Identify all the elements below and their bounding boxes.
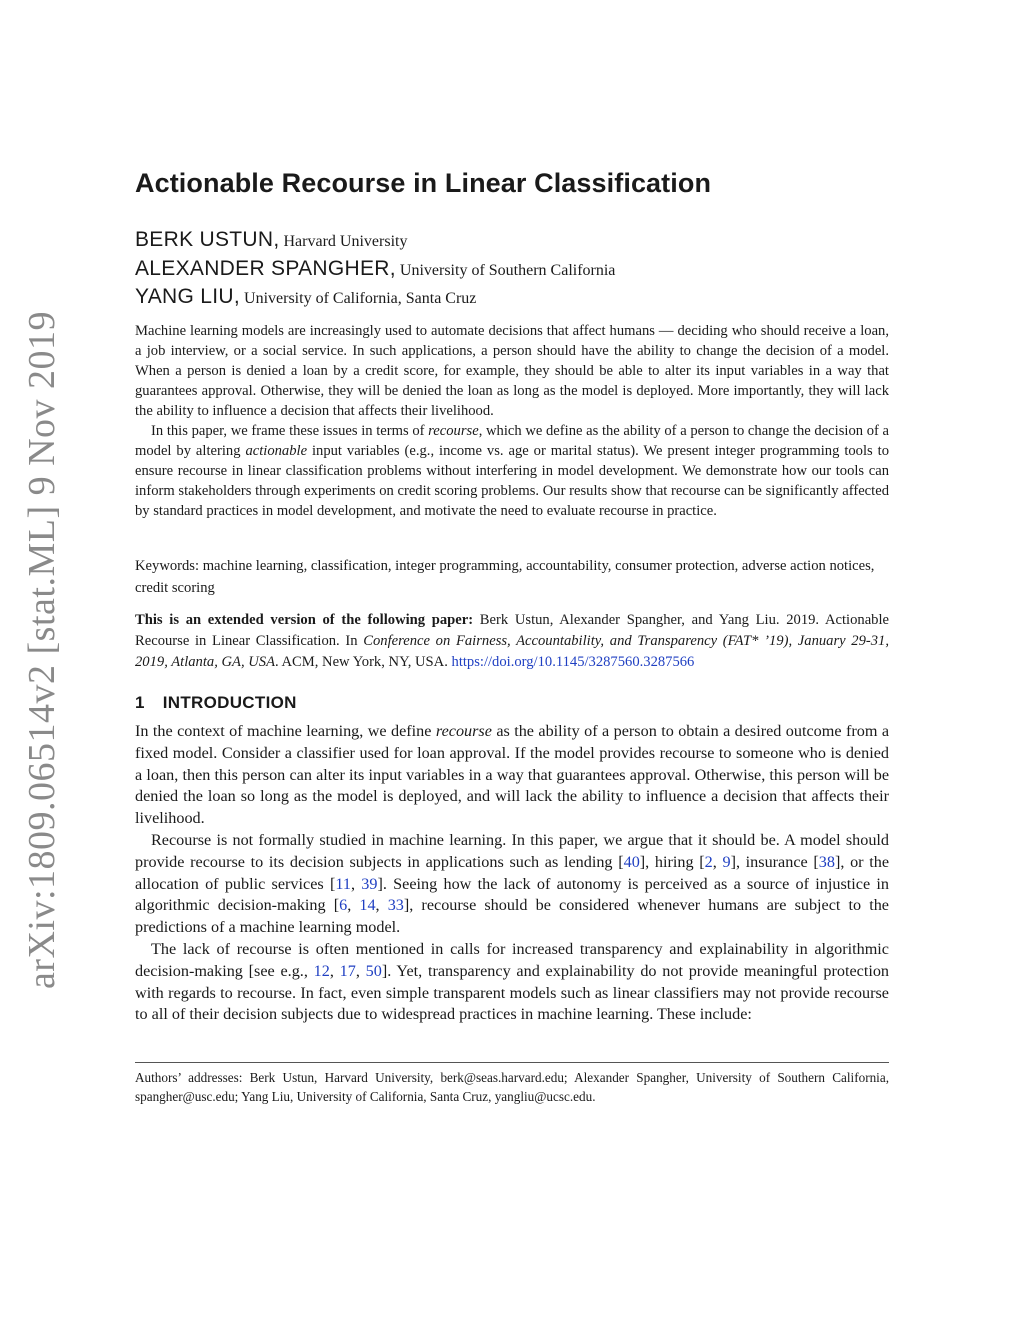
- text-run: In the context of machine learning, we define: [135, 722, 436, 740]
- text-run: ], hiring [: [639, 852, 705, 871]
- text-run: ,: [375, 896, 388, 915]
- section-number: 1: [135, 693, 145, 712]
- text-run: as the ability of a person to obtain a desired outcome from a fixed model. Consider a classifier used for loan approval. If the model provides recourse to someone who is denied a loan, then this person can alter its input variables in a way that guarantees approval. Otherwise, this person will be denied the loan so long as the model is deployed, and will lack the ability to influence a decision that affects their livelihood.: [135, 722, 890, 828]
- arxiv-identifier-stamp: arXiv:1809.06514v2 [stat.ML] 9 Nov 2019: [21, 310, 63, 990]
- abstract: [135, 321, 889, 521]
- keywords: Keywords: machine learning, classification, integer programming, accountability, consumer protection, adverse action notices, credit scoring: [135, 558, 875, 596]
- conference-venue: Conference on Fairness, Accountability, and Transparency (FAT* ’19), January 29-31, 2019, Atlanta, GA, USA: [135, 633, 890, 670]
- citation-link[interactable]: 38: [818, 852, 835, 871]
- text-run: ,: [712, 852, 723, 871]
- author-affiliation: University of Southern California: [399, 261, 616, 279]
- text-run: The lack of recourse is often mentioned in calls for increased transparency and explainability in algorithmic decision-making [see e.g.,: [135, 939, 889, 980]
- text-run: , which we define as the ability of a person to change the decision of a model by altering: [135, 423, 889, 459]
- body-paragraph: [135, 939, 889, 1026]
- author-line: [135, 226, 889, 255]
- extended-note-lead: This is an extended version of the following paper:: [135, 612, 474, 628]
- text-run: ,: [355, 961, 366, 980]
- text-run: Berk Ustun, Alexander Spangher, and Yang Liu. 2019. Actionable Recourse in Linear Classification. In: [135, 612, 889, 649]
- text-run: ], recourse should be considered whenever humans are subject to the predictions of a machine learning model.: [135, 896, 889, 937]
- citation-link[interactable]: 12: [313, 961, 330, 980]
- text-run: . ACM, New York, NY, USA.: [275, 654, 452, 670]
- author-line: [135, 283, 889, 312]
- doi-link[interactable]: https://doi.org/10.1145/3287560.3287566: [451, 654, 695, 670]
- citation-link[interactable]: 50: [365, 961, 382, 980]
- text-run: ]. Yet, transparency and explainability do not provide meaningful protection with regards to recourse. In fact, even simple transparent models such as linear classifiers may not provide recourse to all of their decision subjects due to widespread practices in machine learning. These include:: [135, 961, 890, 1024]
- authors-addresses-footnote: Authors’ addresses: Berk Ustun, Harvard University, berk@seas.harvard.edu; Alexander Spangher, University of Southern California, spangher@usc.edu; Yang Liu, University of California, Santa Cruz, yangliu@ucsc.edu.: [135, 1070, 889, 1104]
- section-title: INTRODUCTION: [162, 693, 297, 712]
- citation-link[interactable]: 17: [339, 961, 356, 980]
- citation-link[interactable]: 9: [722, 852, 731, 871]
- body-paragraph: [135, 830, 889, 939]
- extended-version-note: [135, 610, 889, 673]
- citation-link[interactable]: 39: [361, 874, 378, 893]
- abstract-paragraph: [135, 421, 889, 521]
- citation-link[interactable]: 14: [359, 896, 376, 915]
- author-name: ALEXANDER SPANGHER,: [135, 256, 396, 280]
- text-run: ]. Seeing how the lack of autonomy is perceived as a source of injustice in algorithmic decision-making [: [135, 874, 890, 915]
- emphasis-actionable: actionable: [245, 443, 308, 459]
- emphasis-recourse: recourse: [435, 722, 492, 740]
- citation-link[interactable]: 6: [339, 896, 348, 915]
- emphasis-recourse: recourse: [428, 423, 479, 439]
- author-affiliation: Harvard University: [283, 233, 408, 250]
- author-affiliation: University of California, Santa Cruz: [244, 290, 477, 307]
- footnote-divider: [135, 1062, 889, 1063]
- abstract-paragraph: Machine learning models are increasingly used to automate decisions that affect humans — deciding who should receive a loan, a job interview, or a social service. In such applications, a person should have the ability to change the decision of a model. When a person is denied a loan by a credit score, for example, they should be able to alter its input variables in a way that guarantees approval. Otherwise, they will be denied the loan as long as the model is deployed. More importantly, they will lack the ability to influence a decision that affects their livelihood.: [135, 323, 889, 419]
- text-run: Recourse is not formally studied in machine learning. In this paper, we argue that it should be. A model should provide recourse to its decision subjects in applications such as lending [: [135, 830, 889, 871]
- author-name: BERK USTUN,: [135, 228, 280, 251]
- text-run: ], insurance [: [730, 852, 819, 871]
- text-run: ,: [350, 874, 362, 893]
- paper-title: Actionable Recourse in Linear Classification: [135, 168, 712, 198]
- text-run: ], or the allocation of public services [: [135, 852, 890, 893]
- body-paragraph: [135, 721, 889, 830]
- author-block: [135, 226, 889, 312]
- text-run: In this paper, we frame these issues in terms of: [151, 423, 429, 439]
- author-name: YANG LIU,: [135, 285, 241, 308]
- introduction-body: [135, 721, 889, 1026]
- citation-link[interactable]: 2: [704, 852, 713, 871]
- citation-link[interactable]: 11: [335, 874, 351, 893]
- text-run: ,: [329, 961, 340, 980]
- text-run: input variables (e.g., income vs. age or marital status). We present integer programming tools to ensure recourse in linear classification problems without interfering in model development. We demonstrate how our tools can inform stakeholders through experiments on credit scoring problems. Our results show that recourse can be significantly affected by standard practices in model development, and motivate the need to evaluate recourse in practice.: [135, 443, 889, 519]
- text-run: ,: [347, 896, 360, 915]
- author-line: [135, 255, 889, 284]
- citation-link[interactable]: 40: [623, 852, 640, 871]
- citation-link[interactable]: 33: [387, 896, 404, 915]
- section-heading: [135, 693, 889, 713]
